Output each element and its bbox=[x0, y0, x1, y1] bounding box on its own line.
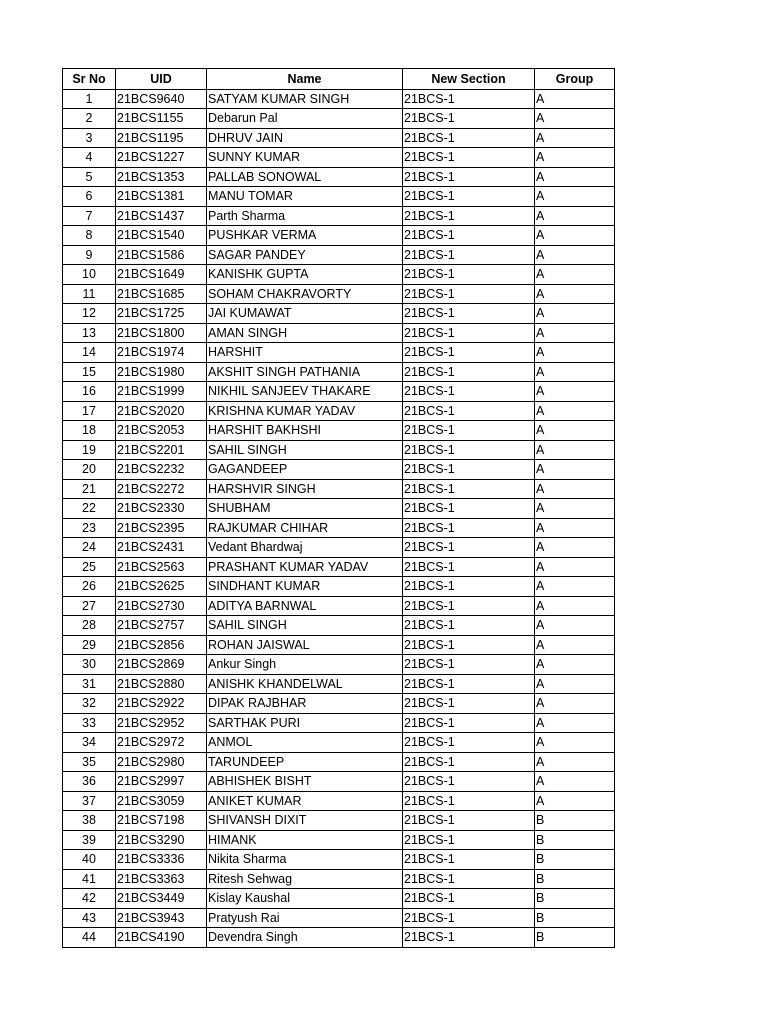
table-row bbox=[63, 830, 615, 850]
cell-uid: 21BCS2922 bbox=[116, 694, 207, 714]
cell-group: A bbox=[535, 674, 615, 694]
cell-new-section: 21BCS-1 bbox=[403, 752, 535, 772]
cell-group: A bbox=[535, 635, 615, 655]
table-row bbox=[63, 499, 615, 519]
cell-sr-no: 33 bbox=[63, 713, 116, 733]
cell-sr-no: 30 bbox=[63, 655, 116, 675]
cell-name: ANMOL bbox=[207, 733, 403, 753]
table-row bbox=[63, 148, 615, 168]
table-row bbox=[63, 752, 615, 772]
cell-sr-no: 15 bbox=[63, 362, 116, 382]
cell-uid: 21BCS2232 bbox=[116, 460, 207, 480]
cell-new-section: 21BCS-1 bbox=[403, 284, 535, 304]
cell-new-section: 21BCS-1 bbox=[403, 245, 535, 265]
table-body bbox=[63, 89, 615, 947]
cell-name: Devendra Singh bbox=[207, 928, 403, 948]
cell-sr-no: 35 bbox=[63, 752, 116, 772]
table-row bbox=[63, 557, 615, 577]
cell-group: A bbox=[535, 460, 615, 480]
cell-uid: 21BCS2757 bbox=[116, 616, 207, 636]
cell-group: A bbox=[535, 577, 615, 597]
cell-name: MANU TOMAR bbox=[207, 187, 403, 207]
cell-new-section: 21BCS-1 bbox=[403, 674, 535, 694]
cell-new-section: 21BCS-1 bbox=[403, 401, 535, 421]
cell-new-section: 21BCS-1 bbox=[403, 128, 535, 148]
cell-group: B bbox=[535, 850, 615, 870]
cell-sr-no: 19 bbox=[63, 440, 116, 460]
cell-sr-no: 20 bbox=[63, 460, 116, 480]
cell-name: HARSHIT BAKHSHI bbox=[207, 421, 403, 441]
cell-sr-no: 31 bbox=[63, 674, 116, 694]
cell-group: B bbox=[535, 928, 615, 948]
cell-group: A bbox=[535, 362, 615, 382]
cell-name: PALLAB SONOWAL bbox=[207, 167, 403, 187]
cell-sr-no: 22 bbox=[63, 499, 116, 519]
table-row bbox=[63, 479, 615, 499]
cell-uid: 21BCS3290 bbox=[116, 830, 207, 850]
header-group: Group bbox=[535, 69, 615, 90]
cell-new-section: 21BCS-1 bbox=[403, 109, 535, 129]
table-row bbox=[63, 596, 615, 616]
cell-uid: 21BCS1685 bbox=[116, 284, 207, 304]
table-row bbox=[63, 674, 615, 694]
cell-name: AMAN SINGH bbox=[207, 323, 403, 343]
cell-new-section: 21BCS-1 bbox=[403, 518, 535, 538]
cell-group: A bbox=[535, 304, 615, 324]
cell-sr-no: 27 bbox=[63, 596, 116, 616]
cell-uid: 21BCS2201 bbox=[116, 440, 207, 460]
cell-new-section: 21BCS-1 bbox=[403, 304, 535, 324]
cell-uid: 21BCS1155 bbox=[116, 109, 207, 129]
cell-uid: 21BCS1195 bbox=[116, 128, 207, 148]
cell-new-section: 21BCS-1 bbox=[403, 791, 535, 811]
cell-sr-no: 26 bbox=[63, 577, 116, 597]
cell-group: A bbox=[535, 148, 615, 168]
cell-new-section: 21BCS-1 bbox=[403, 635, 535, 655]
cell-new-section: 21BCS-1 bbox=[403, 479, 535, 499]
table-row bbox=[63, 401, 615, 421]
table-row bbox=[63, 518, 615, 538]
cell-group: A bbox=[535, 343, 615, 363]
cell-uid: 21BCS1227 bbox=[116, 148, 207, 168]
table-row bbox=[63, 440, 615, 460]
cell-name: SARTHAK PURI bbox=[207, 713, 403, 733]
cell-new-section: 21BCS-1 bbox=[403, 772, 535, 792]
cell-new-section: 21BCS-1 bbox=[403, 440, 535, 460]
table-row bbox=[63, 713, 615, 733]
cell-uid: 21BCS2997 bbox=[116, 772, 207, 792]
table-row bbox=[63, 167, 615, 187]
cell-uid: 21BCS2395 bbox=[116, 518, 207, 538]
cell-uid: 21BCS1437 bbox=[116, 206, 207, 226]
cell-group: A bbox=[535, 440, 615, 460]
cell-new-section: 21BCS-1 bbox=[403, 362, 535, 382]
cell-name: PUSHKAR VERMA bbox=[207, 226, 403, 246]
header-new-section: New Section bbox=[403, 69, 535, 90]
cell-name: SATYAM KUMAR SINGH bbox=[207, 89, 403, 109]
cell-uid: 21BCS2330 bbox=[116, 499, 207, 519]
cell-group: A bbox=[535, 128, 615, 148]
cell-sr-no: 39 bbox=[63, 830, 116, 850]
cell-group: A bbox=[535, 518, 615, 538]
cell-new-section: 21BCS-1 bbox=[403, 908, 535, 928]
table-row bbox=[63, 343, 615, 363]
table-row bbox=[63, 421, 615, 441]
cell-group: A bbox=[535, 538, 615, 558]
cell-sr-no: 24 bbox=[63, 538, 116, 558]
table-row bbox=[63, 538, 615, 558]
cell-sr-no: 5 bbox=[63, 167, 116, 187]
table-row bbox=[63, 382, 615, 402]
cell-group: A bbox=[535, 479, 615, 499]
table-row bbox=[63, 226, 615, 246]
cell-name: SOHAM CHAKRAVORTY bbox=[207, 284, 403, 304]
cell-sr-no: 32 bbox=[63, 694, 116, 714]
cell-group: A bbox=[535, 167, 615, 187]
cell-group: B bbox=[535, 908, 615, 928]
cell-new-section: 21BCS-1 bbox=[403, 460, 535, 480]
cell-new-section: 21BCS-1 bbox=[403, 148, 535, 168]
cell-name: NIKHIL SANJEEV THAKARE bbox=[207, 382, 403, 402]
cell-uid: 21BCS2856 bbox=[116, 635, 207, 655]
cell-group: A bbox=[535, 655, 615, 675]
cell-name: HARSHIT bbox=[207, 343, 403, 363]
cell-uid: 21BCS2880 bbox=[116, 674, 207, 694]
cell-sr-no: 16 bbox=[63, 382, 116, 402]
table-row bbox=[63, 577, 615, 597]
cell-group: B bbox=[535, 889, 615, 909]
cell-group: A bbox=[535, 694, 615, 714]
cell-uid: 21BCS1725 bbox=[116, 304, 207, 324]
cell-sr-no: 13 bbox=[63, 323, 116, 343]
cell-uid: 21BCS2020 bbox=[116, 401, 207, 421]
table-row bbox=[63, 811, 615, 831]
cell-name: HARSHVIR SINGH bbox=[207, 479, 403, 499]
cell-uid: 21BCS1980 bbox=[116, 362, 207, 382]
cell-sr-no: 41 bbox=[63, 869, 116, 889]
cell-name: GAGANDEEP bbox=[207, 460, 403, 480]
cell-new-section: 21BCS-1 bbox=[403, 206, 535, 226]
cell-sr-no: 12 bbox=[63, 304, 116, 324]
header-uid: UID bbox=[116, 69, 207, 90]
cell-new-section: 21BCS-1 bbox=[403, 830, 535, 850]
table-row bbox=[63, 89, 615, 109]
cell-group: A bbox=[535, 265, 615, 285]
cell-sr-no: 11 bbox=[63, 284, 116, 304]
cell-sr-no: 36 bbox=[63, 772, 116, 792]
student-section-table bbox=[62, 68, 615, 948]
cell-name: RAJKUMAR CHIHAR bbox=[207, 518, 403, 538]
cell-new-section: 21BCS-1 bbox=[403, 811, 535, 831]
cell-new-section: 21BCS-1 bbox=[403, 499, 535, 519]
table-row bbox=[63, 733, 615, 753]
cell-name: DHRUV JAIN bbox=[207, 128, 403, 148]
cell-group: A bbox=[535, 245, 615, 265]
cell-uid: 21BCS1649 bbox=[116, 265, 207, 285]
cell-uid: 21BCS1540 bbox=[116, 226, 207, 246]
cell-name: DIPAK RAJBHAR bbox=[207, 694, 403, 714]
cell-group: A bbox=[535, 791, 615, 811]
cell-group: A bbox=[535, 557, 615, 577]
cell-new-section: 21BCS-1 bbox=[403, 226, 535, 246]
cell-sr-no: 3 bbox=[63, 128, 116, 148]
cell-name: SUNNY KUMAR bbox=[207, 148, 403, 168]
table-row bbox=[63, 245, 615, 265]
cell-new-section: 21BCS-1 bbox=[403, 928, 535, 948]
table-row bbox=[63, 869, 615, 889]
cell-sr-no: 42 bbox=[63, 889, 116, 909]
cell-group: A bbox=[535, 206, 615, 226]
cell-sr-no: 21 bbox=[63, 479, 116, 499]
cell-uid: 21BCS2869 bbox=[116, 655, 207, 675]
cell-uid: 21BCS2952 bbox=[116, 713, 207, 733]
cell-sr-no: 38 bbox=[63, 811, 116, 831]
cell-new-section: 21BCS-1 bbox=[403, 694, 535, 714]
cell-name: Pratyush Rai bbox=[207, 908, 403, 928]
cell-uid: 21BCS2625 bbox=[116, 577, 207, 597]
cell-name: Ritesh Sehwag bbox=[207, 869, 403, 889]
cell-sr-no: 10 bbox=[63, 265, 116, 285]
table-row bbox=[63, 362, 615, 382]
cell-name: ABHISHEK BISHT bbox=[207, 772, 403, 792]
cell-sr-no: 4 bbox=[63, 148, 116, 168]
cell-sr-no: 8 bbox=[63, 226, 116, 246]
cell-sr-no: 29 bbox=[63, 635, 116, 655]
cell-group: A bbox=[535, 382, 615, 402]
cell-new-section: 21BCS-1 bbox=[403, 889, 535, 909]
cell-sr-no: 40 bbox=[63, 850, 116, 870]
cell-new-section: 21BCS-1 bbox=[403, 323, 535, 343]
cell-new-section: 21BCS-1 bbox=[403, 382, 535, 402]
cell-sr-no: 28 bbox=[63, 616, 116, 636]
cell-sr-no: 34 bbox=[63, 733, 116, 753]
cell-uid: 21BCS1586 bbox=[116, 245, 207, 265]
cell-name: ADITYA BARNWAL bbox=[207, 596, 403, 616]
cell-name: HIMANK bbox=[207, 830, 403, 850]
cell-group: B bbox=[535, 811, 615, 831]
cell-group: A bbox=[535, 284, 615, 304]
cell-name: Vedant Bhardwaj bbox=[207, 538, 403, 558]
cell-group: A bbox=[535, 109, 615, 129]
cell-name: ANIKET KUMAR bbox=[207, 791, 403, 811]
cell-name: SHUBHAM bbox=[207, 499, 403, 519]
table-row bbox=[63, 109, 615, 129]
cell-name: JAI KUMAWAT bbox=[207, 304, 403, 324]
cell-uid: 21BCS1353 bbox=[116, 167, 207, 187]
cell-uid: 21BCS3943 bbox=[116, 908, 207, 928]
cell-uid: 21BCS3363 bbox=[116, 869, 207, 889]
table-row bbox=[63, 460, 615, 480]
cell-sr-no: 9 bbox=[63, 245, 116, 265]
cell-name: TARUNDEEP bbox=[207, 752, 403, 772]
cell-new-section: 21BCS-1 bbox=[403, 89, 535, 109]
table-row bbox=[63, 928, 615, 948]
cell-name: SAGAR PANDEY bbox=[207, 245, 403, 265]
table-row bbox=[63, 616, 615, 636]
cell-sr-no: 17 bbox=[63, 401, 116, 421]
cell-new-section: 21BCS-1 bbox=[403, 538, 535, 558]
table-row bbox=[63, 206, 615, 226]
cell-name: ANISHK KHANDELWAL bbox=[207, 674, 403, 694]
cell-name: SAHIL SINGH bbox=[207, 616, 403, 636]
cell-group: A bbox=[535, 616, 615, 636]
cell-sr-no: 23 bbox=[63, 518, 116, 538]
table-row bbox=[63, 128, 615, 148]
cell-group: A bbox=[535, 323, 615, 343]
table-row bbox=[63, 265, 615, 285]
cell-new-section: 21BCS-1 bbox=[403, 187, 535, 207]
cell-name: SINDHANT KUMAR bbox=[207, 577, 403, 597]
cell-new-section: 21BCS-1 bbox=[403, 265, 535, 285]
cell-new-section: 21BCS-1 bbox=[403, 421, 535, 441]
cell-group: A bbox=[535, 421, 615, 441]
table-row bbox=[63, 187, 615, 207]
cell-name: Debarun Pal bbox=[207, 109, 403, 129]
table-row bbox=[63, 694, 615, 714]
cell-uid: 21BCS3059 bbox=[116, 791, 207, 811]
cell-sr-no: 2 bbox=[63, 109, 116, 129]
cell-uid: 21BCS2972 bbox=[116, 733, 207, 753]
cell-uid: 21BCS2431 bbox=[116, 538, 207, 558]
cell-group: A bbox=[535, 772, 615, 792]
cell-name: Ankur Singh bbox=[207, 655, 403, 675]
cell-uid: 21BCS2730 bbox=[116, 596, 207, 616]
table-row bbox=[63, 908, 615, 928]
cell-new-section: 21BCS-1 bbox=[403, 869, 535, 889]
header-sr-no: Sr No bbox=[63, 69, 116, 90]
cell-group: A bbox=[535, 401, 615, 421]
cell-group: A bbox=[535, 713, 615, 733]
cell-group: B bbox=[535, 830, 615, 850]
table-row bbox=[63, 772, 615, 792]
cell-uid: 21BCS1381 bbox=[116, 187, 207, 207]
cell-sr-no: 6 bbox=[63, 187, 116, 207]
cell-group: A bbox=[535, 89, 615, 109]
table-row bbox=[63, 323, 615, 343]
cell-uid: 21BCS9640 bbox=[116, 89, 207, 109]
cell-new-section: 21BCS-1 bbox=[403, 557, 535, 577]
cell-name: KANISHK GUPTA bbox=[207, 265, 403, 285]
cell-sr-no: 7 bbox=[63, 206, 116, 226]
cell-uid: 21BCS7198 bbox=[116, 811, 207, 831]
cell-new-section: 21BCS-1 bbox=[403, 733, 535, 753]
cell-name: SAHIL SINGH bbox=[207, 440, 403, 460]
table-row bbox=[63, 889, 615, 909]
cell-group: A bbox=[535, 596, 615, 616]
cell-name: PRASHANT KUMAR YADAV bbox=[207, 557, 403, 577]
cell-sr-no: 14 bbox=[63, 343, 116, 363]
cell-uid: 21BCS3336 bbox=[116, 850, 207, 870]
cell-group: A bbox=[535, 733, 615, 753]
cell-new-section: 21BCS-1 bbox=[403, 596, 535, 616]
cell-name: Nikita Sharma bbox=[207, 850, 403, 870]
cell-group: A bbox=[535, 226, 615, 246]
table-row bbox=[63, 284, 615, 304]
cell-name: ROHAN JAISWAL bbox=[207, 635, 403, 655]
cell-group: A bbox=[535, 499, 615, 519]
table-row bbox=[63, 304, 615, 324]
cell-sr-no: 1 bbox=[63, 89, 116, 109]
cell-uid: 21BCS2272 bbox=[116, 479, 207, 499]
cell-sr-no: 18 bbox=[63, 421, 116, 441]
cell-uid: 21BCS2053 bbox=[116, 421, 207, 441]
cell-sr-no: 25 bbox=[63, 557, 116, 577]
cell-new-section: 21BCS-1 bbox=[403, 343, 535, 363]
cell-new-section: 21BCS-1 bbox=[403, 616, 535, 636]
cell-uid: 21BCS1999 bbox=[116, 382, 207, 402]
cell-new-section: 21BCS-1 bbox=[403, 850, 535, 870]
cell-uid: 21BCS2980 bbox=[116, 752, 207, 772]
header-name: Name bbox=[207, 69, 403, 90]
cell-new-section: 21BCS-1 bbox=[403, 167, 535, 187]
table-row bbox=[63, 635, 615, 655]
cell-new-section: 21BCS-1 bbox=[403, 655, 535, 675]
cell-new-section: 21BCS-1 bbox=[403, 577, 535, 597]
cell-name: SHIVANSH DIXIT bbox=[207, 811, 403, 831]
table-row bbox=[63, 655, 615, 675]
table-row bbox=[63, 791, 615, 811]
cell-sr-no: 37 bbox=[63, 791, 116, 811]
cell-name: Kislay Kaushal bbox=[207, 889, 403, 909]
cell-name: KRISHNA KUMAR YADAV bbox=[207, 401, 403, 421]
cell-sr-no: 44 bbox=[63, 928, 116, 948]
cell-group: B bbox=[535, 869, 615, 889]
cell-group: A bbox=[535, 187, 615, 207]
cell-new-section: 21BCS-1 bbox=[403, 713, 535, 733]
table-row bbox=[63, 850, 615, 870]
header-row bbox=[63, 69, 615, 90]
cell-uid: 21BCS3449 bbox=[116, 889, 207, 909]
cell-uid: 21BCS4190 bbox=[116, 928, 207, 948]
cell-uid: 21BCS2563 bbox=[116, 557, 207, 577]
cell-sr-no: 43 bbox=[63, 908, 116, 928]
cell-uid: 21BCS1800 bbox=[116, 323, 207, 343]
cell-uid: 21BCS1974 bbox=[116, 343, 207, 363]
cell-group: A bbox=[535, 752, 615, 772]
cell-name: AKSHIT SINGH PATHANIA bbox=[207, 362, 403, 382]
cell-name: Parth Sharma bbox=[207, 206, 403, 226]
